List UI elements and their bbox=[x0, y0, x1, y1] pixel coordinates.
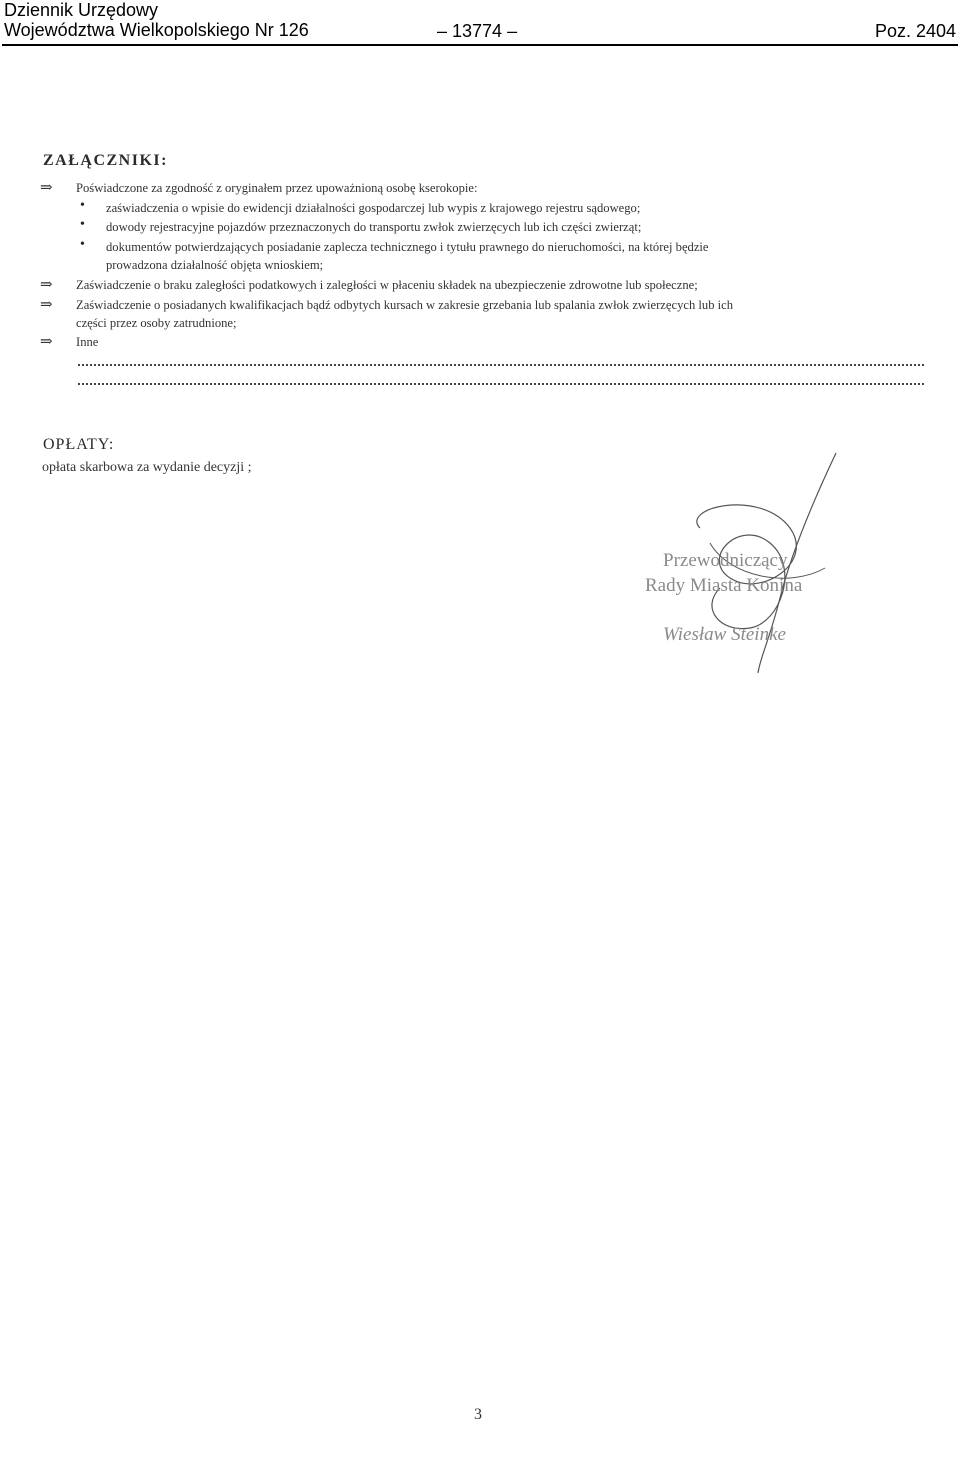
double-arrow-icon: ⇒ bbox=[40, 334, 53, 350]
attachment-bullet: zaświadczenia o wpisie do ewidencji działalności gospodarczej lub wypis z krajowego rejestru sądowego; bbox=[106, 201, 641, 215]
bullet-icon: • bbox=[80, 217, 85, 232]
journal-header bbox=[2, 0, 958, 46]
double-arrow-icon: ⇒ bbox=[40, 297, 53, 313]
signatory-council: Rady Miasta Konina bbox=[645, 575, 803, 596]
journal-title-line1: Dziennik Urzędowy bbox=[4, 0, 159, 20]
position-number: Poz. 2404 bbox=[874, 21, 956, 41]
attachment-bullet: dowody rejestracyjne pojazdów przeznaczonych do transportu zwłok zwierzęcych lub ich części zwierząt; bbox=[106, 220, 642, 234]
attachments-intro: Poświadczone za zgodność z oryginałem przez upoważnioną osobę kserokopie: bbox=[76, 181, 478, 195]
journal-page-number: – 13774 – bbox=[437, 21, 518, 41]
fee-line: opłata skarbowa za wydanie decyzji ; bbox=[42, 460, 252, 475]
double-arrow-icon: ⇒ bbox=[40, 180, 53, 196]
attachments-title: ZAŁĄCZNIKI: bbox=[43, 152, 168, 169]
fees-title: OPŁATY: bbox=[43, 436, 115, 453]
page-number: 3 bbox=[474, 1406, 482, 1423]
attachment-item: Zaświadczenie o braku zaległości podatkowych i zaległości w płaceniu składek na ubezpieczenie zdrowotne lub społeczne; bbox=[76, 278, 698, 292]
attachment-bullet: dokumentów potwierdzających posiadanie zaplecza technicznego i tytułu prawnego do nieruchomości, na której będzie bbox=[106, 240, 709, 254]
attachment-item-other: Inne bbox=[76, 335, 99, 349]
signatory-role: Przewodniczący bbox=[663, 550, 788, 571]
journal-title-line2: Województwa Wielkopolskiego Nr 126 bbox=[4, 20, 309, 40]
scanned-page bbox=[0, 48, 960, 1459]
attachment-item-continuation: części przez osoby zatrudnione; bbox=[76, 316, 237, 330]
bullet-icon: • bbox=[80, 198, 85, 213]
journal-title bbox=[4, 0, 309, 40]
dotted-fill-line bbox=[78, 362, 924, 366]
signatory-name: Wiesław Steinke bbox=[663, 624, 786, 645]
attachment-bullet-continuation: prowadzona działalność objęta wnioskiem; bbox=[106, 258, 324, 272]
bullet-icon: • bbox=[80, 237, 85, 252]
dotted-fill-line bbox=[78, 381, 924, 385]
attachment-item: Zaświadczenie o posiadanych kwalifikacjach bądź odbytych kursach w zakresie grzebania lub spalania zwłok zwierzęcych lub ich bbox=[76, 298, 734, 312]
double-arrow-icon: ⇒ bbox=[40, 277, 53, 293]
